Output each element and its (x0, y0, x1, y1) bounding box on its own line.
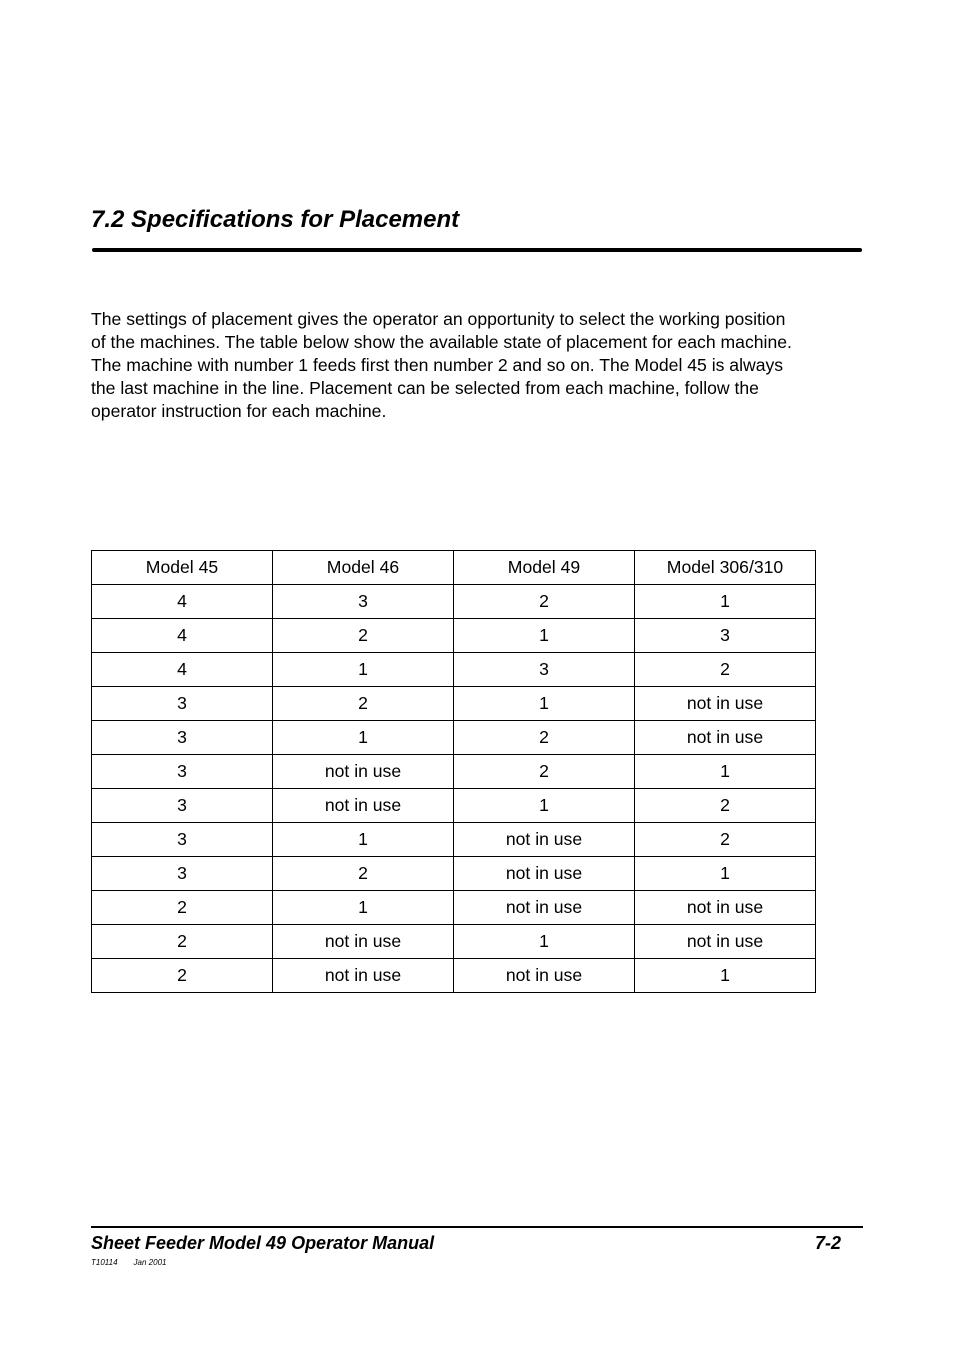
table-cell: not in use (454, 823, 635, 857)
table-row (92, 585, 816, 619)
table-cell: not in use (635, 721, 816, 755)
intro-line: of the machines. The table below show the available state of placement for each machine. (91, 332, 792, 352)
table-cell: 1 (273, 653, 454, 687)
table-cell: not in use (635, 925, 816, 959)
table-cell: not in use (273, 755, 454, 789)
table-cell: 2 (92, 959, 273, 993)
table-cell: 2 (273, 857, 454, 891)
table-header-cell: Model 306/310 (635, 551, 816, 585)
table-cell: not in use (454, 891, 635, 925)
table-row (92, 925, 816, 959)
table-cell: not in use (454, 857, 635, 891)
table-row (92, 721, 816, 755)
table-cell: 2 (454, 721, 635, 755)
table-cell: not in use (635, 891, 816, 925)
table-cell: 3 (635, 619, 816, 653)
table-header-cell: Model 45 (92, 551, 273, 585)
table-cell: not in use (273, 789, 454, 823)
table-cell: 4 (92, 653, 273, 687)
section-title: 7.2 Specifications for Placement (91, 206, 460, 233)
intro-line: The settings of placement gives the operator an opportunity to select the working position (91, 309, 786, 329)
table-cell: 3 (92, 789, 273, 823)
table-cell: 1 (273, 823, 454, 857)
placement-table (91, 550, 816, 993)
table-cell: 3 (92, 857, 273, 891)
intro-line: The machine with number 1 feeds first then number 2 and so on. The Model 45 is always (91, 355, 784, 375)
heading-divider (92, 248, 862, 252)
table-row (92, 755, 816, 789)
table-cell: 1 (635, 959, 816, 993)
page-number: 7-2 (814, 1233, 841, 1253)
intro-line: operator instruction for each machine. (91, 401, 387, 421)
table-cell: not in use (273, 959, 454, 993)
table-cell: 2 (273, 619, 454, 653)
table-cell: not in use (635, 687, 816, 721)
intro-paragraph (91, 308, 851, 423)
table-cell: 4 (92, 619, 273, 653)
table-row (92, 687, 816, 721)
table-cell: 1 (454, 619, 635, 653)
table-row (92, 789, 816, 823)
table-cell: 1 (635, 755, 816, 789)
table-cell: 1 (273, 721, 454, 755)
table-cell: 2 (635, 823, 816, 857)
table-row (92, 891, 816, 925)
table-header-row (92, 551, 816, 585)
table-cell: 1 (454, 687, 635, 721)
doc-date: Jan 2001 (133, 1258, 167, 1267)
table-cell: 2 (454, 755, 635, 789)
footer-divider (91, 1226, 863, 1228)
table-cell: 1 (454, 925, 635, 959)
table-row (92, 653, 816, 687)
table-row (92, 823, 816, 857)
table-cell: not in use (454, 959, 635, 993)
intro-line: the last machine in the line. Placement can be selected from each machine, follow the (91, 378, 759, 398)
table-cell: 3 (273, 585, 454, 619)
table-cell: 2 (454, 585, 635, 619)
table-row (92, 959, 816, 993)
table-cell: not in use (273, 925, 454, 959)
table-row (92, 619, 816, 653)
doc-code: T10114 (91, 1258, 118, 1267)
table-cell: 1 (635, 857, 816, 891)
table-cell: 3 (92, 687, 273, 721)
table-header-cell: Model 49 (454, 551, 635, 585)
table-cell: 2 (635, 653, 816, 687)
table-cell: 1 (635, 585, 816, 619)
table-cell: 2 (635, 789, 816, 823)
table-cell: 1 (454, 789, 635, 823)
table-cell: 3 (454, 653, 635, 687)
table-cell: 3 (92, 823, 273, 857)
table-cell: 2 (273, 687, 454, 721)
table-header-cell: Model 46 (273, 551, 454, 585)
table-cell: 3 (92, 721, 273, 755)
table-cell: 2 (92, 891, 273, 925)
footer-meta (91, 1258, 166, 1267)
table-cell: 3 (92, 755, 273, 789)
table-row (92, 857, 816, 891)
footer-manual-title: Sheet Feeder Model 49 Operator Manual (91, 1233, 435, 1253)
table-cell: 2 (92, 925, 273, 959)
table-cell: 4 (92, 585, 273, 619)
table-cell: 1 (273, 891, 454, 925)
